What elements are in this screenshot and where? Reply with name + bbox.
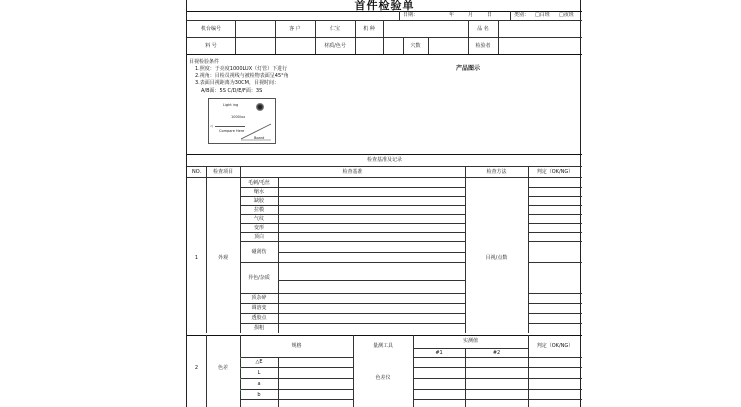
- cell-marker: [240, 367, 241, 369]
- condition-line-1: 1.照度：于亮度1000LUX（灯管）下进行: [195, 66, 288, 72]
- date-label: 日期：: [403, 12, 419, 18]
- diagram-light-label: Light ing: [223, 103, 239, 107]
- sample-1-header: #1: [435, 350, 443, 356]
- category-option-day[interactable]: □白班: [535, 12, 550, 18]
- diagram-lux-label: 1000lux: [231, 115, 246, 119]
- param-delta-e: △E: [255, 359, 263, 365]
- tool-value: 色差仪: [375, 375, 391, 381]
- sub-item: 缩水: [253, 189, 264, 195]
- material-no-label: 料 号: [205, 43, 217, 49]
- col-no: NO.: [191, 169, 202, 175]
- row-item-2: 色差: [217, 365, 228, 371]
- sample-2-header: #2: [492, 350, 501, 356]
- category-label: 类别：: [514, 12, 530, 18]
- section-heading: 检查基准及记录: [366, 157, 402, 163]
- material-color-label: 材质/色号: [324, 43, 346, 49]
- page-title: 首件检验单: [354, 0, 415, 12]
- year-label: 年: [449, 12, 455, 18]
- machine-no-label: 机台编号: [200, 26, 221, 32]
- model-label: 机 种: [363, 26, 375, 32]
- day-label: 日: [487, 12, 493, 18]
- cell-marker: [240, 357, 241, 359]
- diagram-surface-label: Board: [254, 136, 265, 140]
- sub-item: 拉模: [253, 207, 264, 213]
- col-judge: 判定（OK/NG）: [536, 169, 574, 175]
- sub-item: 顶白: [253, 234, 264, 240]
- inspection-diagram: [208, 98, 276, 144]
- sub-item: 变形: [253, 225, 264, 231]
- cell-marker: [240, 378, 241, 380]
- param-b: b: [257, 392, 261, 398]
- sub-item: 异色/杂质: [248, 275, 270, 281]
- conditions-heading: 目视检验条件: [189, 59, 220, 65]
- sub-item: 气纹: [253, 216, 264, 222]
- inspector-label: 检验者: [475, 43, 491, 49]
- sub-item: 调溶变: [251, 305, 267, 311]
- product-diagram-label: 产品图示: [456, 65, 481, 72]
- tool-header: 量测工具: [372, 343, 393, 349]
- col-item: 检查项目: [212, 169, 233, 175]
- col-standard: 检查基准: [342, 169, 363, 175]
- sub-item: 顶杂碎: [251, 295, 267, 301]
- spec-header: 规格: [291, 343, 302, 349]
- measured-header: 实测值: [462, 338, 478, 344]
- cavity-label: 穴数: [410, 43, 421, 49]
- eye-icon: ◁: [210, 124, 213, 128]
- diagram-distance-label: Compare Here: [219, 129, 245, 133]
- customer-value: 仁宝: [329, 26, 340, 32]
- condition-line-2: 2.视角：目检员视线与被检物表面呈45°角: [195, 73, 289, 79]
- sub-item: 损粗: [253, 325, 264, 331]
- inspection-sheet: [186, 0, 581, 407]
- param-a: a: [257, 381, 261, 387]
- customer-label: 客 户: [289, 26, 301, 32]
- sub-item: 毛刺/毛丝: [248, 180, 270, 186]
- condition-line-3: 3.表面目视距离为30CM，目视时间：: [195, 80, 279, 86]
- condition-line-4: A/B面：5S C/D/E/F面：3S: [201, 88, 263, 94]
- category-option-night[interactable]: □夜班: [559, 12, 574, 18]
- row-item: 外观: [217, 255, 228, 261]
- month-label: 月: [468, 12, 474, 18]
- cell-marker: [240, 389, 241, 391]
- row-method: 目视/点数: [485, 255, 508, 261]
- sub-item: 缺胶: [253, 198, 264, 204]
- row-no: 1: [194, 255, 199, 261]
- param-l: L: [257, 370, 261, 376]
- sub-item: 碰刮伤: [251, 249, 267, 255]
- row-no-2: 2: [194, 365, 199, 371]
- col-method: 检查方法: [486, 169, 507, 175]
- product-name-label: 品 名: [477, 26, 489, 32]
- judge-header: 判定（OK/NG）: [536, 343, 574, 349]
- light-source-icon: [256, 103, 264, 111]
- sub-item: 透胶点: [251, 315, 267, 321]
